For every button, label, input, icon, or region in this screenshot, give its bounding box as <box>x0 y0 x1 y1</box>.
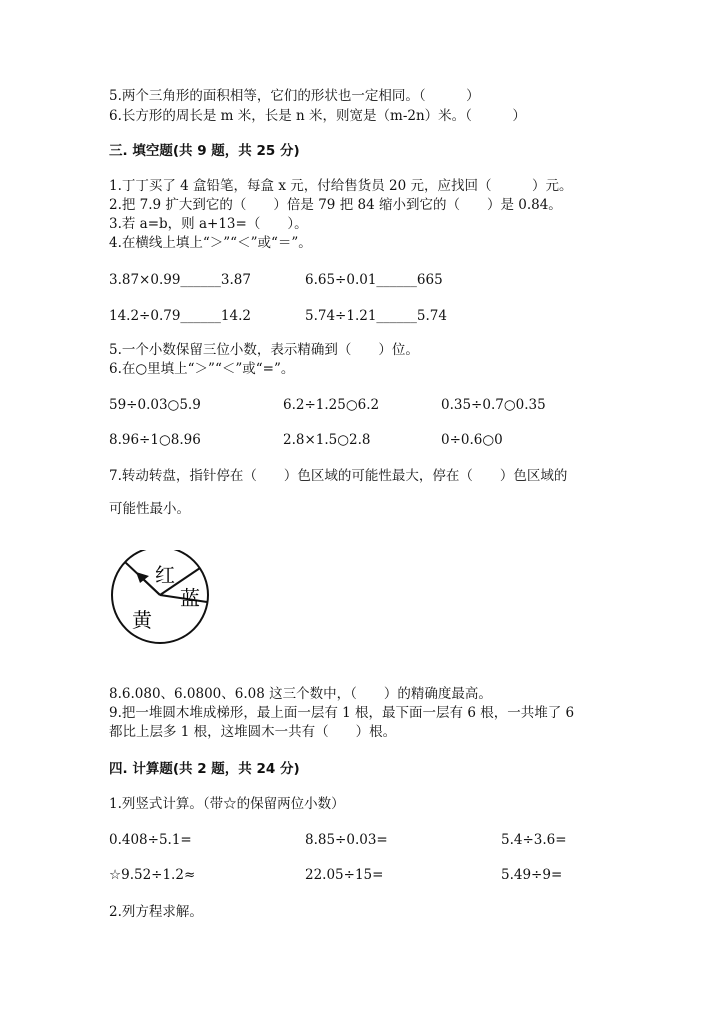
calc-heading: 四. 计算题(共 2 题，共 24 分) <box>109 761 300 777</box>
fill-q3: 3.若 a=b，则 a+13=（ ）。 <box>109 216 308 232</box>
fill-q4-item: 5.74÷1.21______5.74 <box>305 308 447 324</box>
spinner-diagram <box>100 550 230 650</box>
fill-q2: 2.把 7.9 扩大到它的（ ）倍是 79 把 84 缩小到它的（ ）是 0.84。 <box>109 197 562 213</box>
fill-q6-item: 0÷0.6○0 <box>441 432 503 448</box>
fill-q6-item: 59÷0.03○5.9 <box>109 397 201 413</box>
calc-q1-item: 0.408÷5.1= <box>109 832 192 848</box>
fill-q6-item: 8.96÷1○8.96 <box>109 432 201 448</box>
spinner-label-blue: 蓝 <box>180 586 200 610</box>
fill-q6-item: 2.8×1.5○2.8 <box>283 432 371 448</box>
calc-q1-item: ☆9.52÷1.2≈ <box>109 867 196 883</box>
fill-q9-line1: 9.把一堆圆木堆成梯形，最上面一层有 1 根，最下面一层有 6 根，一共堆了 6 <box>109 705 575 721</box>
spinner-pointer-head <box>136 572 149 583</box>
fill-q9-line2: 都比上层多 1 根，这堆圆木一共有（ ）根。 <box>109 724 397 740</box>
calc-q1-item: 8.85÷0.03= <box>305 832 388 848</box>
fill-q8: 8.6.080、6.0800、6.08 这三个数中，（ ）的精确度最高。 <box>109 686 492 702</box>
fill-q7-line2: 可能性最小。 <box>109 501 190 517</box>
fill-q4-item: 6.65÷0.01______665 <box>305 272 443 288</box>
fill-q6-item: 0.35÷0.7○0.35 <box>441 397 546 413</box>
fill-q5: 5.一个小数保留三位小数，表示精确到（ ）位。 <box>109 342 419 358</box>
spinner-label-red: 红 <box>155 563 175 587</box>
fill-q4-item: 14.2÷0.79______14.2 <box>109 308 251 324</box>
judge-q6: 6.长方形的周长是 m 米，长是 n 米，则宽是（m-2n）米。（ ） <box>109 108 526 124</box>
judge-q5: 5.两个三角形的面积相等，它们的形状也一定相同。（ ） <box>109 88 480 104</box>
fill-q6-item: 6.2÷1.25○6.2 <box>283 397 380 413</box>
fill-q1: 1.丁丁买了 4 盒铅笔，每盒 x 元，付给售货员 20 元，应找回（ ）元。 <box>109 178 573 194</box>
fill-q6: 6.在○里填上“＞”“＜”或“=”。 <box>109 361 295 377</box>
calc-q1-item: 22.05÷15= <box>305 867 384 883</box>
calc-q2: 2.列方程求解。 <box>109 904 203 920</box>
spinner-label-yellow: 黄 <box>132 608 152 632</box>
calc-q1: 1.列竖式计算。（带☆的保留两位小数） <box>109 796 345 812</box>
calc-q1-item: 5.49÷9= <box>501 867 563 883</box>
fill-q7-line1: 7.转动转盘，指针停在（ ）色区域的可能性最大，停在（ ）色区域的 <box>109 468 568 484</box>
calc-q1-item: 5.4÷3.6= <box>501 832 567 848</box>
fill-heading: 三. 填空题(共 9 题，共 25 分) <box>109 143 300 159</box>
fill-q4-item: 3.87×0.99______3.87 <box>109 272 251 288</box>
fill-q4: 4.在横线上填上“＞”“＜”或“＝”。 <box>109 235 312 251</box>
